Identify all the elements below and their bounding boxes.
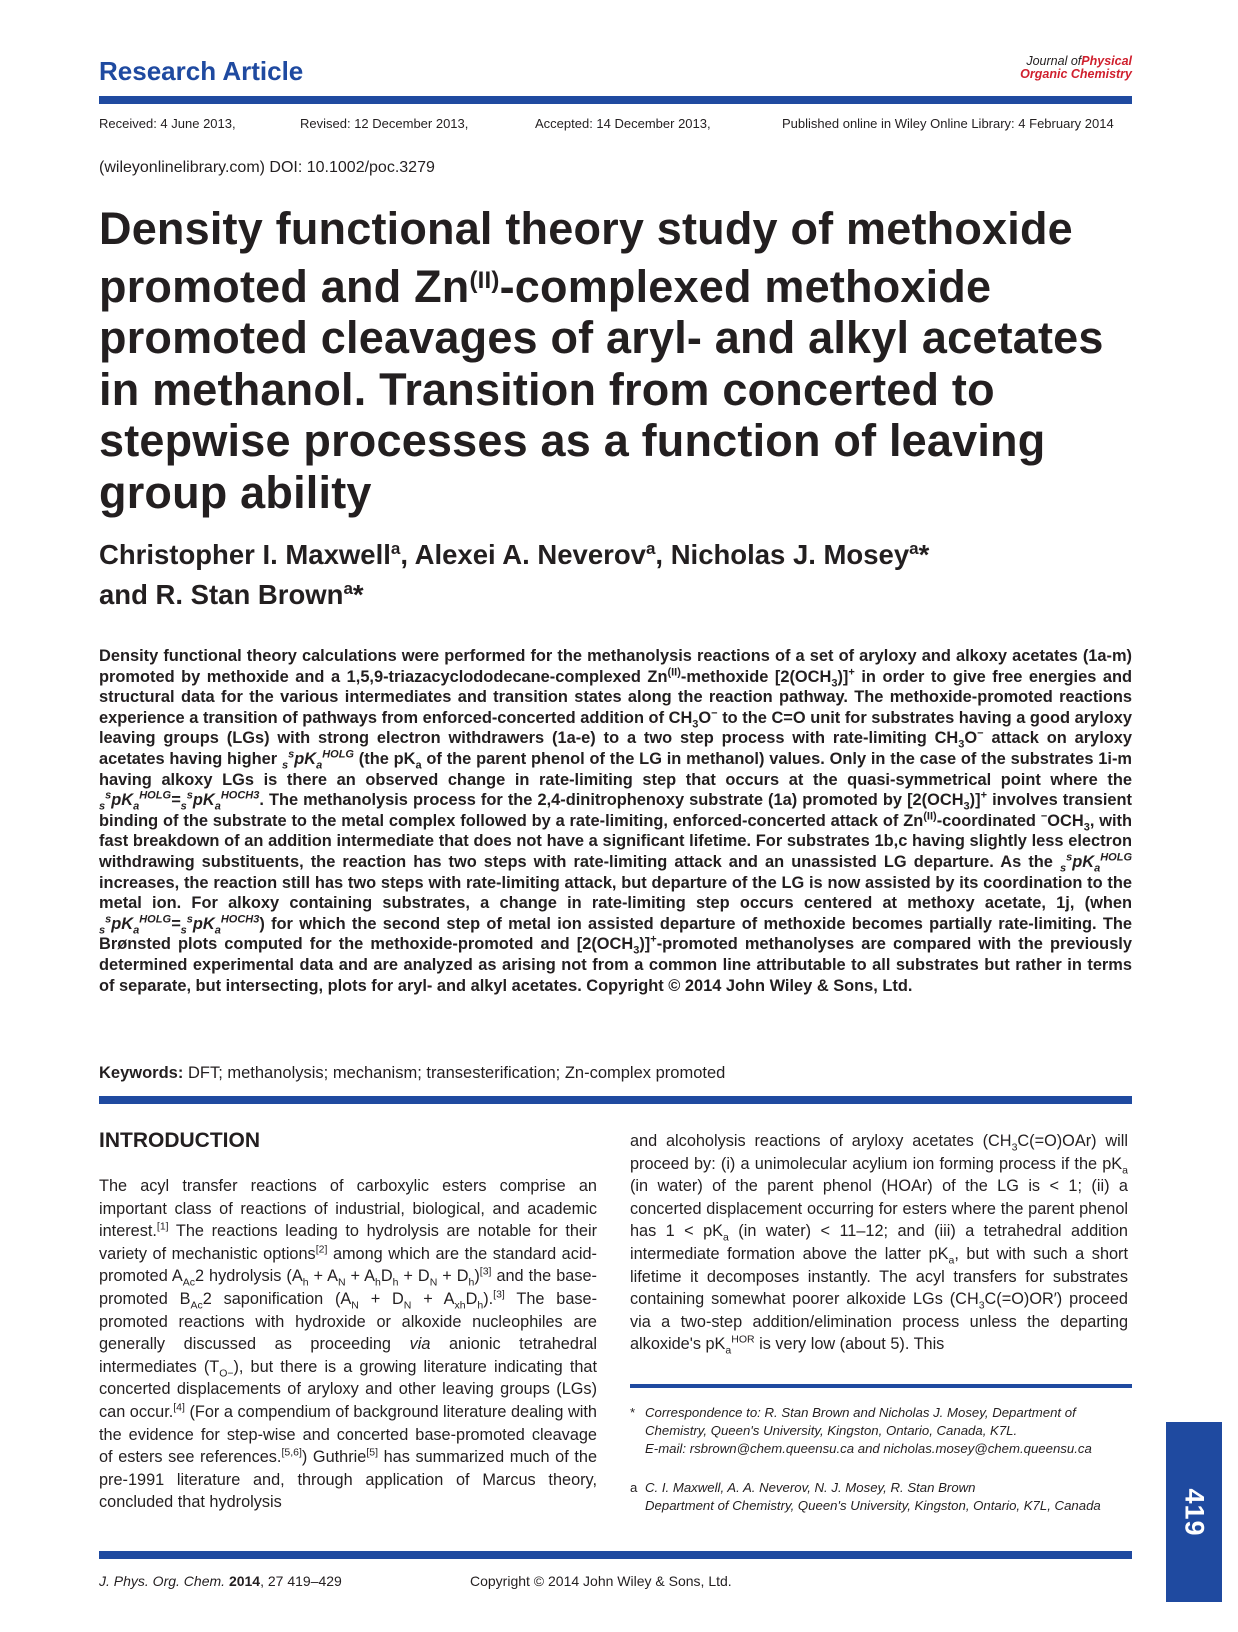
- section-rule: [99, 1096, 1132, 1104]
- page-number-tab: [1166, 1422, 1222, 1602]
- doi-line: (wileyonlinelibrary.com) DOI: 10.1002/poc.3279: [99, 159, 435, 176]
- footer-citation: J. Phys. Org. Chem. 2014, 27 419–429: [99, 1573, 342, 1589]
- affiliation-note: a C. I. Maxwell, A. A. Neverov, N. J. Mosey, R. Stan Brown Department of Chemistry, Queen's University, Kingston, Ontario, K7L, Canada: [630, 1480, 1101, 1513]
- revised-date: Revised: 12 December 2013,: [300, 116, 469, 131]
- section-label: Research Article: [99, 56, 304, 86]
- author-list: Christopher I. Maxwell$^a$, Alexei A. Neverov$^a$, Nicholas J. Mosey$^a$* and R. Stan Brown$^a$*: [99, 539, 930, 611]
- keywords: Keywords: DFT; methanolysis; mechanism; transesterification; Zn-complex promoted: [99, 1064, 726, 1082]
- introduction-column-left: The acyl transfer reactions of carboxylic esters comprise an important class of reactions of industrial, biological, and academic interest.[1] The reactions leading to hydrolysis are notable for their variety of mechanistic options[2] among which are the standard acid-promoted $A_{Ac}2$ hydrolysis $(A_h + A_N + A_hD_h + D_N + D_h)[3]$ and the base-promoted $B_{Ac}2$ saponification $(A_N + D_N + A_{xh}D_h).[3]$ The base-promoted reactions with hydroxide or alkoxide nucleophiles are generally discussed as proceeding via anionic tetrahedral intermediates $(T_{O-})$, but there is a growing literature indicating that concerted displacements of aryloxy and other leaving groups (LGs) can occur.[4] (For a compendium of background literature dealing with the evidence for step-wise and concerted base-promoted cleavage of esters see references.[5,6]) Guthrie[5] has summarized much of the pre-1991 literature and, through application of Marcus theory, concluded that hydrolysis: [99, 1177, 598, 1512]
- article-title: Density functional theory study of methoxide promoted and $Zn^{(II)}$-complexed methoxide promoted cleavages of aryl- and alkyl acetates in methanol. Transition from concerted to stepwise processes as a function of leaving group ability: [99, 203, 1104, 518]
- published-date: Published online in Wiley Online Library: 4 February 2014: [782, 116, 1114, 131]
- header-rule: [99, 96, 1132, 104]
- page-number: 419: [1179, 1487, 1210, 1537]
- received-date: Received: 4 June 2013,: [99, 116, 236, 131]
- footer-rule: [99, 1551, 1132, 1559]
- footer-copyright: Copyright © 2014 John Wiley & Sons, Ltd.: [470, 1573, 732, 1589]
- accepted-date: Accepted: 14 December 2013,: [535, 116, 711, 131]
- journal-logo: Journal ofPhysical Organic Chemistry: [1020, 54, 1132, 81]
- introduction-column-right: and alcoholysis reactions of aryloxy acetates $(CH_3C(=O)OAr)$ will proceed by: (i) a unimolecular acylium ion forming process if the $pK_a$ (in water) of the parent phenol (HOAr) of the LG is < 1; (ii) a concerted displacement occurring for esters where the parent phenol has $1 < pK_a$ (in water) < 11–12; and (iii) a tetrahedral addition intermediate formation above the latter $pK_a$, but with such a short lifetime it decomposes instantly. The acyl transfers for substrates containing somewhat poorer alkoxide LGs $(CH_3C(=O)OR')$ proceed via a two-step addition/elimination process unless the departing alkoxide's $pK_a^{HOR}$ is very low (about 5). This: [630, 1132, 1128, 1357]
- introduction-heading: INTRODUCTION: [99, 1129, 260, 1152]
- email-addresses: E-mail: rsbrown@chem.queensu.ca and nicholas.mosey@chem.queensu.ca: [645, 1441, 1092, 1456]
- footnote-rule: [630, 1384, 1132, 1388]
- abstract: Density functional theory calculations were performed for the methanolysis reactions of a set of aryloxy and alkoxy acetates (1a-m) promoted by methoxide and a 1,5,9-triazacyclododecane-complexed $Zn^{(II)}$-methoxide $[2(OCH_3)]^+$ in order to give free energies and structural data for the various intermediates and transition states along the reaction pathway. The methoxide-promoted reactions experience a transition of pathways from enforced-concerted addition of $CH_3O^-$ to the C=O unit for substrates having a good aryloxy leaving groups (LGs) with strong electron withdrawers (1a-e) to a two step process with rate-limiting $CH_3O^-$ attack on aryloxy acetates having higher $_s^spK_a^{HOLG}$ (the $pK_a$ of the parent phenol of the LG in methanol) values. Only in the case of the substrates 1i-m having alkoxy LGs is there an observed change in rate-limiting step that occurs at the quasi-symmetrical point where the $_s^spK_a^{HOLG}=_s^spK_a^{HOCH3}$. The methanolysis process for the 2,4-dinitrophenoxy substrate (1a) promoted by $[2(OCH_3)]^+$ involves transient binding of the substrate to the metal complex followed by a rate-limiting, enforced-concerted attack of $Zn^{(II)}$-coordinated $^-OCH_3$, with fast breakdown of an addition intermediate that does not have a significant lifetime. For substrates 1b,c having slightly less electron withdrawing substituents, the reaction has two steps with rate-limiting attack and an unassisted LG departure. As the $_s^spK_a^{HOLG}$ increases, the reaction still has two steps with rate-limiting attack, but departure of the LG is now assisted by its coordination to the metal ion. For alkoxy containing substrates, a change in rate-limiting step occurs centered at methoxy acetate, 1j, (when $_s^spK_a^{HOLG}=_s^spK_a^{HOCH3}$) for which the second step of metal ion assisted departure of methoxide becomes partially rate-limiting. The Brønsted plots computed for the methoxide-promoted and $[2(OCH_3)]^+$-promoted methanolyses are compared with the previously determined experimental data and are analyzed as arising not from a common line attributable to all substrates but rather in terms of separate, but intersecting, plots for aryl- and alkyl acetates. Copyright © 2014 John Wiley & Sons, Ltd.: [99, 647, 1132, 995]
- correspondence-note: * Correspondence to: R. Stan Brown and Nicholas J. Mosey, Department of Chemistry, Queen's University, Kingston, Ontario, Canada, K7L. E-mail: rsbrown@chem.queensu.ca and nicholas.mosey@chem.queensu.ca: [630, 1405, 1092, 1456]
